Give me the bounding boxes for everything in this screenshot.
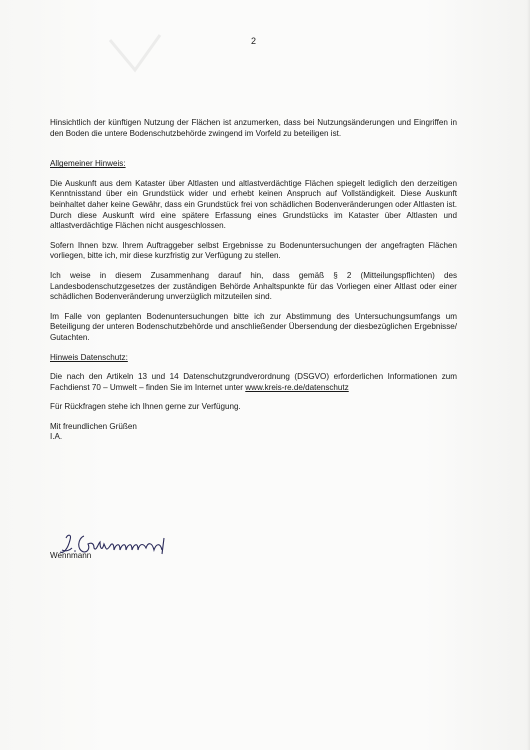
questions-paragraph: Für Rückfragen stehe ich Ihnen gerne zur Verfügung. [50,402,241,412]
on-behalf-line: I.A. [50,432,63,442]
privacy-link[interactable]: www.kreis-re.de/datenschutz [245,382,349,392]
show-through-logo [105,30,165,75]
general-notice-paragraph-1: Die Auskunft aus dem Kataster über Altlasten und altlastverdächtige Flächen spiegelt lediglich den derzeitigen Kenntnisstand über ein Grundstück wider und erhebt keinen Anspruch auf Vollständigkeit. Diese Auskunft beinhaltet daher keine Gewähr, dass ein Grundstück frei von schädlichen Bodenveränderungen oder Altlasten ist. Durch diese Auskunft wird eine spätere Erfassung eines Grundstücks im Kataster über Altlasten und altlastverdächtige Flächen nicht ausgeschlossen. [50,178,457,231]
privacy-notice-paragraph [50,372,457,393]
general-notice-paragraph-2: Sofern Ihnen bzw. Ihrem Auftraggeber selbst Ergebnisse zu Bodenuntersuchungen der angefragten Flächen vorliegen, bitte ich, mir diese kurzfristig zur Verfügung zu stellen. [50,240,457,261]
future-use-paragraph: Hinsichtlich der künftigen Nutzung der Flächen ist anzumerken, dass bei Nutzungsänderungen und Eingriffen in den Boden die untere Bodenschutzbehörde zwingend im Vorfeld zu beteiligen ist. [50,118,457,138]
signer-name: Wennmann [50,551,92,560]
page-number: 2 [251,36,257,46]
letter-body [50,118,457,443]
privacy-notice-heading: Hinweis Datenschutz: [50,352,128,362]
general-notice-paragraph-3: Ich weise in diesem Zusammenhang darauf hin, dass gemäß § 2 (Mitteilungspflichten) des Landesbodenschutzgesetzes der zuständigen Behörde Anhaltspunkte für das Vorliegen einer Altlast oder einer schädlichen Bodenveränderung unverzüglich mitzuteilen sind. [50,270,457,302]
general-notice-paragraph-4: Im Falle von geplanten Bodenuntersuchungen bitte ich zur Abstimmung des Untersuchungsumfangs um Beteiligung der unteren Bodenschutzbehörde und anschließender Übersendung der diesbezüglichen Ergebnisse/ Gutachten. [50,311,457,342]
general-notice-heading: Allgemeiner Hinweis: [50,159,126,169]
greeting-line: Mit freundlichen Grüßen [50,421,137,431]
privacy-notice-text: Die nach den Artikeln 13 und 14 Datenschutzgrundverordnung (DSGVO) erforderlichen Informationen zum Fachdienst 70 – Umwelt – finden Sie im Internet unter [50,372,457,392]
